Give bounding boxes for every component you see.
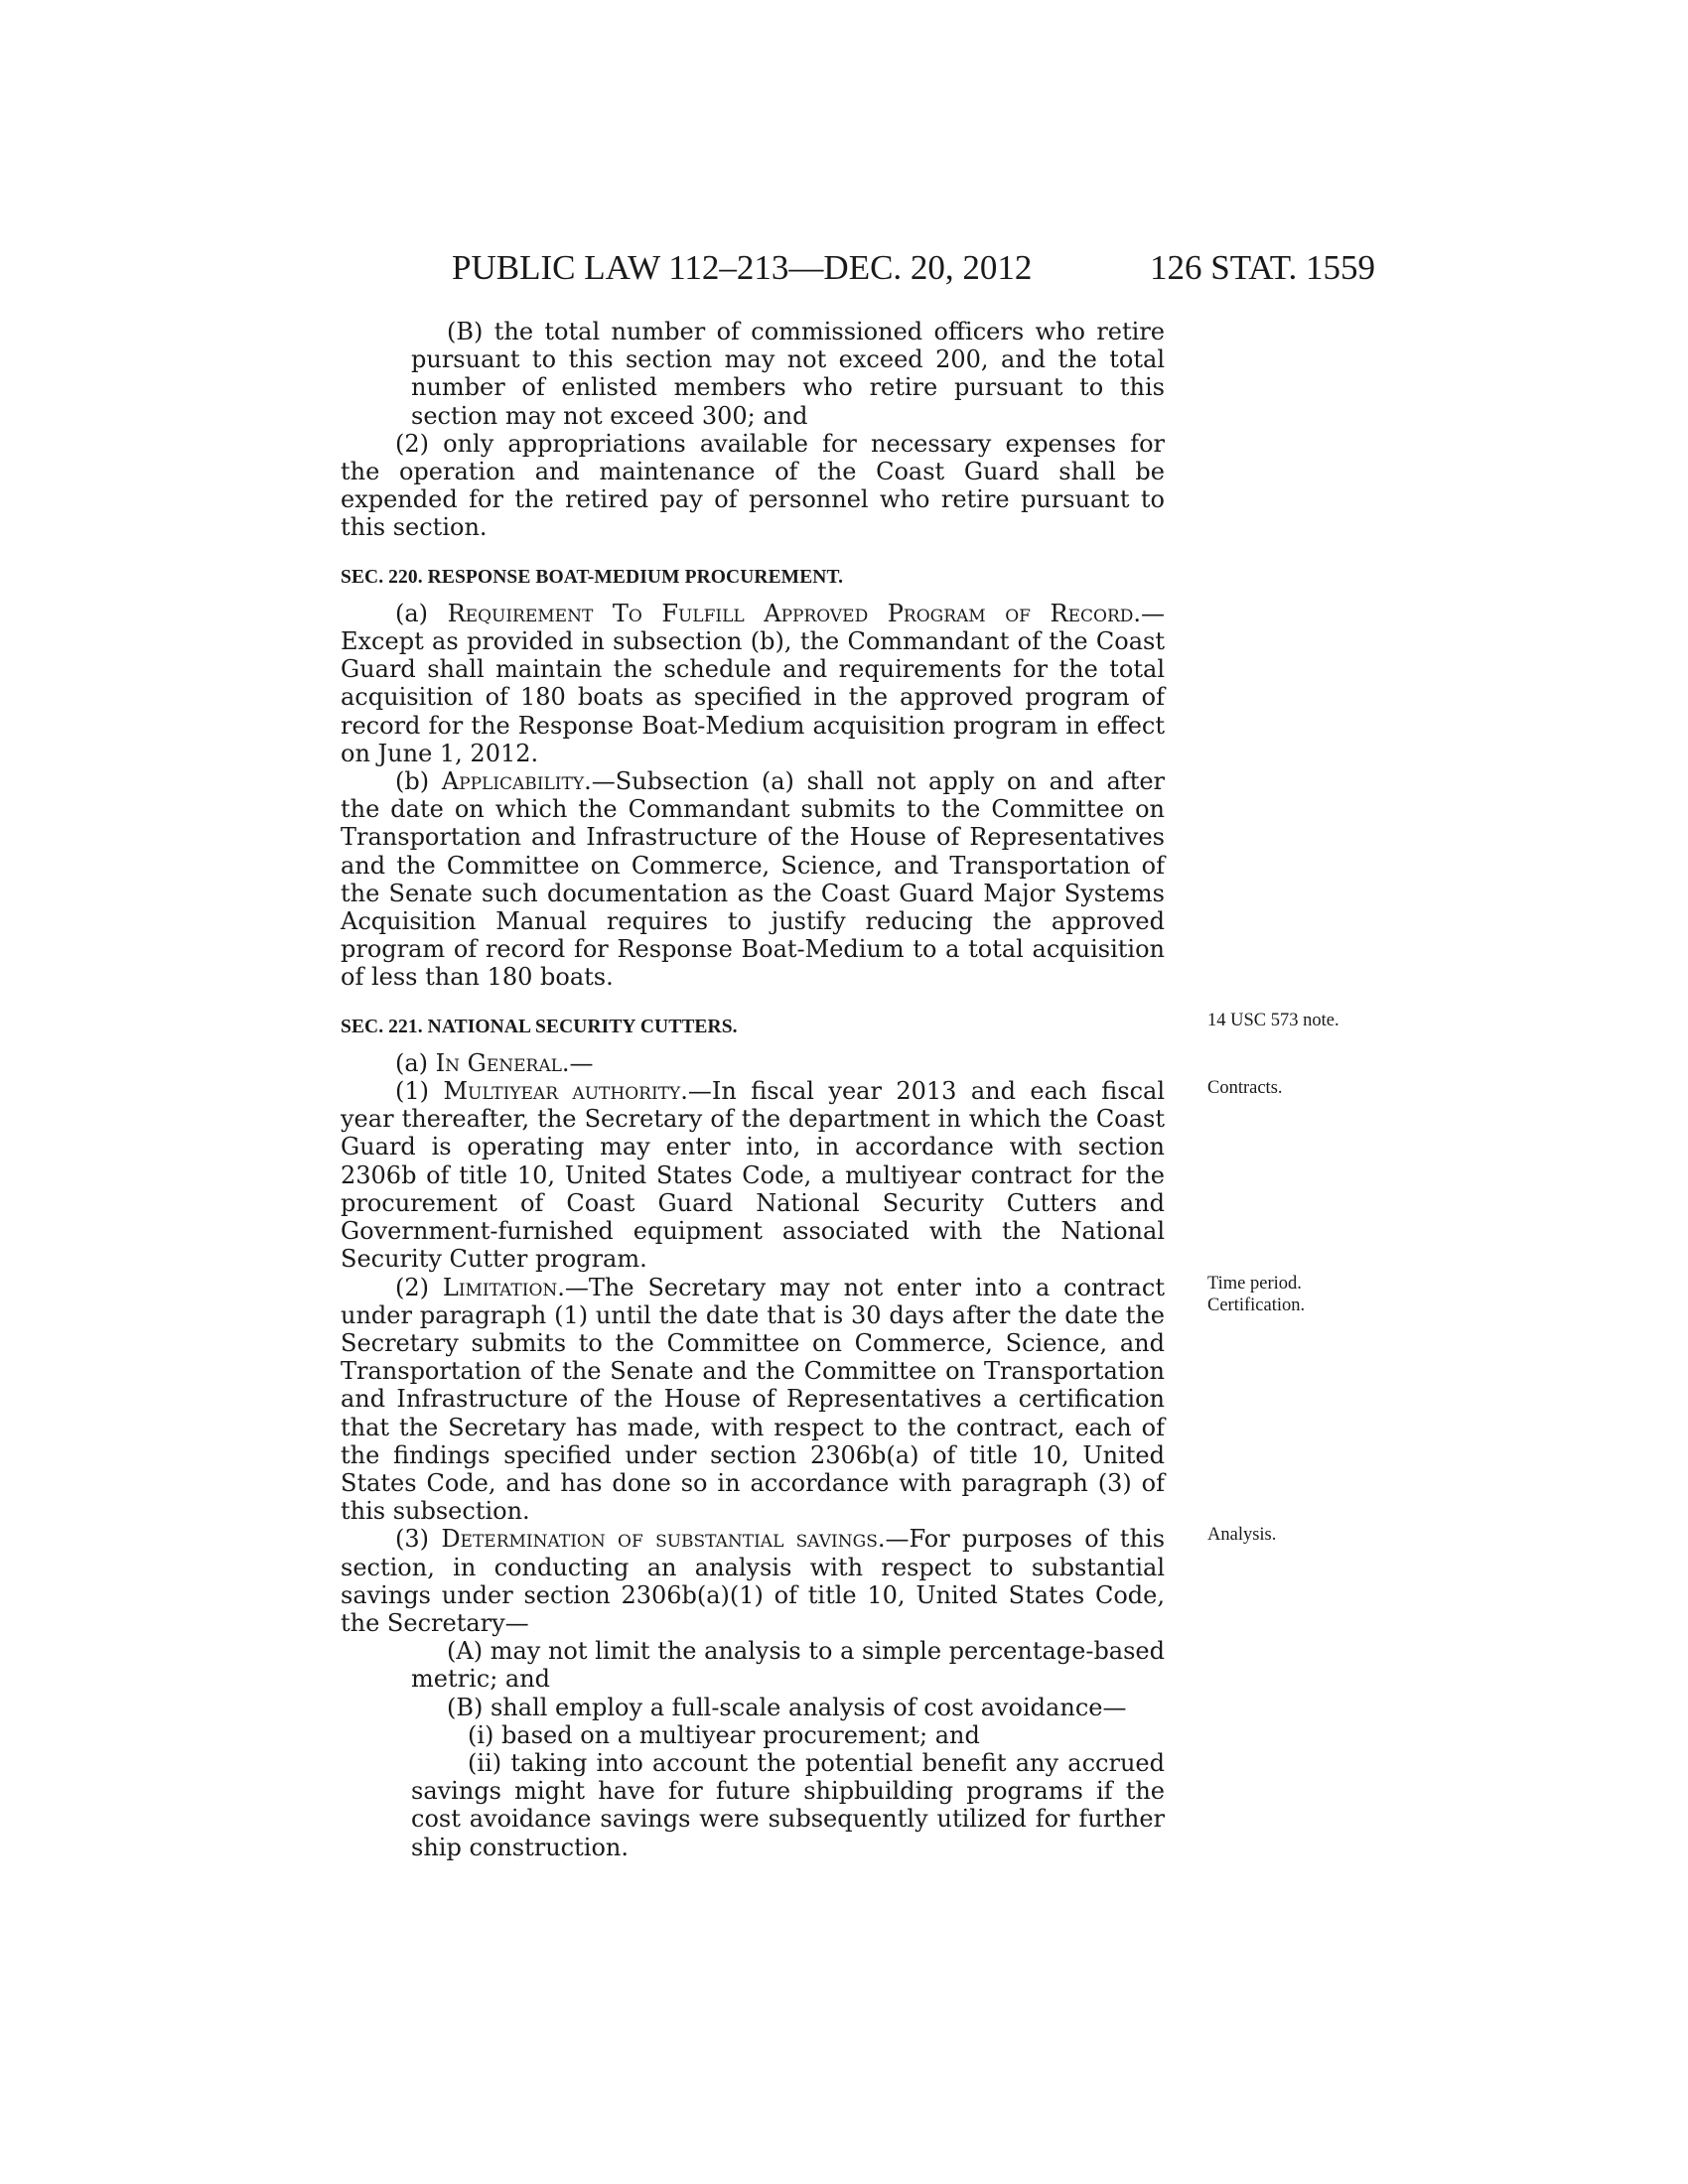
section-221-paragraph-1: (1) Multiyear authority.—In fiscal year 2013 and each fiscal year thereafter, the Secretary of the department in which the Coast Guard is operating may enter into, in accordance with section 2306b of title 10, United States Code, a multiyear contract for the procurement of Coast Guard National Security Cutters and Government-furnished equipment associated with the National Security Cutter program. xyxy=(341,1077,1166,1274)
margin-note-time-period: Time period. xyxy=(1207,1274,1302,1294)
paragraph-b-retire-limits: (B) the total number of commissioned officers who retire pursuant to this section may not exceed 200, and the total number of enlisted members who retire pursuant to this section may not exceed 300; and xyxy=(411,318,1165,430)
section-221-subparagraph-a: (A) may not limit the analysis to a simple percentage-based metric; and xyxy=(411,1637,1165,1694)
margin-note-usc: 14 USC 573 note. xyxy=(1207,1011,1339,1030)
subsection-caption: Applicability. xyxy=(441,767,592,796)
statute-page-number: 126 STAT. 1559 xyxy=(1150,248,1375,287)
public-law-citation: PUBLIC LAW 112–213—DEC. 20, 2012 xyxy=(452,248,1033,287)
section-221-subparagraph-b: (B) shall employ a full-scale analysis of cost avoidance— xyxy=(447,1693,1127,1721)
margin-note-contracts: Contracts. xyxy=(1207,1078,1283,1098)
section-221-subsection-a: (a) In General.— xyxy=(395,1048,594,1077)
subsection-caption: In General. xyxy=(435,1048,570,1077)
paragraph-caption: Multiyear authority. xyxy=(443,1077,688,1106)
section-220-heading: SEC. 220. RESPONSE BOAT-MEDIUM PROCUREMENT. xyxy=(341,566,844,588)
section-221-paragraph-2: (2) Limitation.—The Secretary may not enter into a contract under paragraph (1) until the date that is 30 days after the date the Secretary submits to the Committee on Commerce, Science, and Transportation of the Senate and the Committee on Transportation and Infrastructure of the House of Representatives a certification that the Secretary has made, with respect to the contract, each of the findings specified under section 2306b(a) of title 10, United States Code, and has done so in accordance with paragraph (3) of this subsection. xyxy=(341,1273,1165,1526)
paragraph-caption: Limitation. xyxy=(442,1273,565,1301)
subsection-caption: Requirement To Fulfill Approved Program of Record. xyxy=(447,599,1142,627)
paragraph-2-appropriations: (2) only appropriations available for necessary expenses for the operation and maintenance of the Coast Guard shall be expended for the retired pay of personnel who retire pursuant to this section. xyxy=(341,429,1165,542)
section-221-paragraph-3: (3) Determination of substantial savings.—For purposes of this section, in conducting an analysis with respect to substantial savings under section 2306b(a)(1) of title 10, United States Code, the Secretary— xyxy=(341,1525,1166,1637)
section-220-subsection-b: (b) Applicability.—Subsection (a) shall not apply on and after the date on which the Commandant submits to the Committee on Transportation and Infrastructure of the House of Representatives and the Committee on Commerce, Science, and Transportation of the Senate such documentation as the Coast Guard Major Systems Acquisition Manual requires to justify reducing the approved program of record for Response Boat-Medium to a total acquisition of less than 180 boats. xyxy=(341,767,1166,992)
section-221-clause-i: (i) based on a multiyear procurement; and xyxy=(468,1720,980,1749)
margin-note-certification: Certification. xyxy=(1207,1296,1306,1315)
section-220-subsection-a: (a) Requirement To Fulfill Approved Program of Record.—Except as provided in subsection (b), the Commandant of the Coast Guard shall maintain the schedule and requirements for the total acquisition of 180 boats as specified in the approved program of record for the Response Boat-Medium acquisition program in effect on June 1, 2012. xyxy=(341,599,1166,767)
paragraph-caption: Determination of substantial savings. xyxy=(441,1525,886,1554)
margin-note-analysis: Analysis. xyxy=(1207,1525,1277,1545)
section-221-clause-ii: (ii) taking into account the potential benefit any accrued savings might have for future shipbuilding programs if the cost avoidance savings were subsequently utilized for further ship construction. xyxy=(411,1748,1165,1861)
statute-body xyxy=(341,318,1165,1861)
section-221-heading: SEC. 221. NATIONAL SECURITY CUTTERS. xyxy=(341,1016,738,1037)
